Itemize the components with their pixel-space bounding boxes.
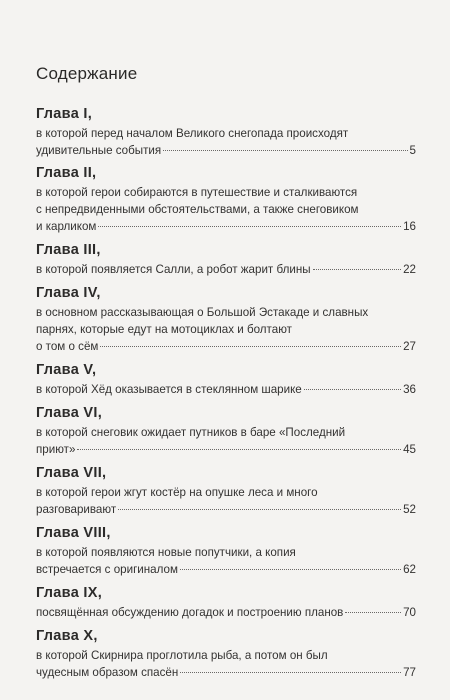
chapter-description-text: в которой появляется Салли, а робот жарит блины xyxy=(36,263,311,276)
chapter-description-line xyxy=(36,201,416,218)
chapter-description-line xyxy=(36,664,416,681)
page-number: 77 xyxy=(403,666,416,679)
dot-leader xyxy=(77,449,401,450)
chapter-description-text: о том о сём xyxy=(36,340,99,353)
chapter-description-line xyxy=(36,501,416,518)
page-number: 5 xyxy=(409,144,416,157)
dot-leader xyxy=(180,672,401,673)
chapter-description-line xyxy=(36,647,416,664)
dot-leader xyxy=(304,389,401,390)
chapter-description-line xyxy=(36,321,416,338)
chapter-description-line xyxy=(36,142,416,159)
chapter-description-line xyxy=(36,484,416,501)
chapter-description-text: встречается с оригиналом xyxy=(36,563,178,576)
chapter-heading: Глава VII, xyxy=(36,465,107,481)
dot-leader xyxy=(180,569,401,570)
chapter-heading: Глава VI, xyxy=(36,405,103,421)
chapter-heading: Глава I, xyxy=(36,106,93,122)
dot-leader xyxy=(100,346,401,347)
chapter-heading: Глава IV, xyxy=(36,285,101,301)
page-number: 62 xyxy=(403,563,416,576)
toc-entry xyxy=(36,285,416,355)
toc-entry xyxy=(36,525,416,578)
chapter-description-text: парнях, которые едут на мотоциклах и болтают xyxy=(36,323,292,336)
chapter-heading: Глава VIII, xyxy=(36,525,111,541)
chapter-heading: Глава V, xyxy=(36,362,97,378)
chapter-description-line xyxy=(36,261,416,278)
toc-title: Содержание xyxy=(36,64,138,83)
page-number: 70 xyxy=(403,606,416,619)
chapter-heading: Глава II, xyxy=(36,165,97,181)
chapter-description-text: в основном рассказывающая о Большой Эстакаде и славных xyxy=(36,306,369,319)
chapter-description-text: удивительные события xyxy=(36,144,162,157)
page-number: 27 xyxy=(403,340,416,353)
chapter-description-text: в которой Хёд оказывается в стеклянном шарике xyxy=(36,383,302,396)
toc-entry xyxy=(36,585,416,621)
toc-entries xyxy=(36,106,416,681)
page-number: 52 xyxy=(403,503,416,516)
toc-entry xyxy=(36,628,416,681)
chapter-description-line xyxy=(36,218,416,235)
page-number: 22 xyxy=(403,263,416,276)
chapter-description-text: посвящённая обсуждению догадок и построению планов xyxy=(36,606,344,619)
page-number: 45 xyxy=(403,443,416,456)
chapter-heading: Глава III, xyxy=(36,242,101,258)
toc-entry xyxy=(36,165,416,235)
toc-entry xyxy=(36,405,416,458)
chapter-description-line xyxy=(36,561,416,578)
chapter-description-text: в которой снеговик ожидает путников в баре «Последний xyxy=(36,426,346,439)
chapter-description-line xyxy=(36,125,416,142)
page-number: 36 xyxy=(403,383,416,396)
chapter-description-text: в которой герои жгут костёр на опушке леса и много xyxy=(36,486,318,499)
chapter-description-line xyxy=(36,184,416,201)
dot-leader xyxy=(345,612,401,613)
dot-leader xyxy=(163,150,407,151)
chapter-description-line xyxy=(36,304,416,321)
chapter-description-text: разговаривают xyxy=(36,503,117,516)
chapter-description-line xyxy=(36,338,416,355)
toc-entry xyxy=(36,465,416,518)
chapter-description-line xyxy=(36,381,416,398)
toc-entry xyxy=(36,106,416,159)
chapter-description-text: и карликом xyxy=(36,220,97,233)
chapter-description-line xyxy=(36,441,416,458)
chapter-heading: Глава X, xyxy=(36,628,98,644)
chapter-description-text: приют» xyxy=(36,443,76,456)
chapter-description-line xyxy=(36,604,416,621)
chapter-description-text: в которой Скирнира проглотила рыба, а потом он был xyxy=(36,649,328,662)
chapter-description-text: в которой перед началом Великого снегопада происходят xyxy=(36,127,349,140)
chapter-description-text: в которой герои собираются в путешествие и сталкиваются xyxy=(36,186,358,199)
dot-leader xyxy=(313,269,402,270)
dot-leader xyxy=(98,226,401,227)
chapter-description-line xyxy=(36,544,416,561)
dot-leader xyxy=(118,509,401,510)
table-of-contents xyxy=(36,64,416,688)
chapter-description-line xyxy=(36,424,416,441)
chapter-heading: Глава IX, xyxy=(36,585,103,601)
chapter-description-text: чудесным образом спасён xyxy=(36,666,179,679)
toc-entry xyxy=(36,242,416,278)
chapter-description-text: с непредвиденными обстоятельствами, а также снеговиком xyxy=(36,203,359,216)
chapter-description-text: в которой появляются новые попутчики, а копия xyxy=(36,546,296,559)
toc-entry xyxy=(36,362,416,398)
page-number: 16 xyxy=(403,220,416,233)
